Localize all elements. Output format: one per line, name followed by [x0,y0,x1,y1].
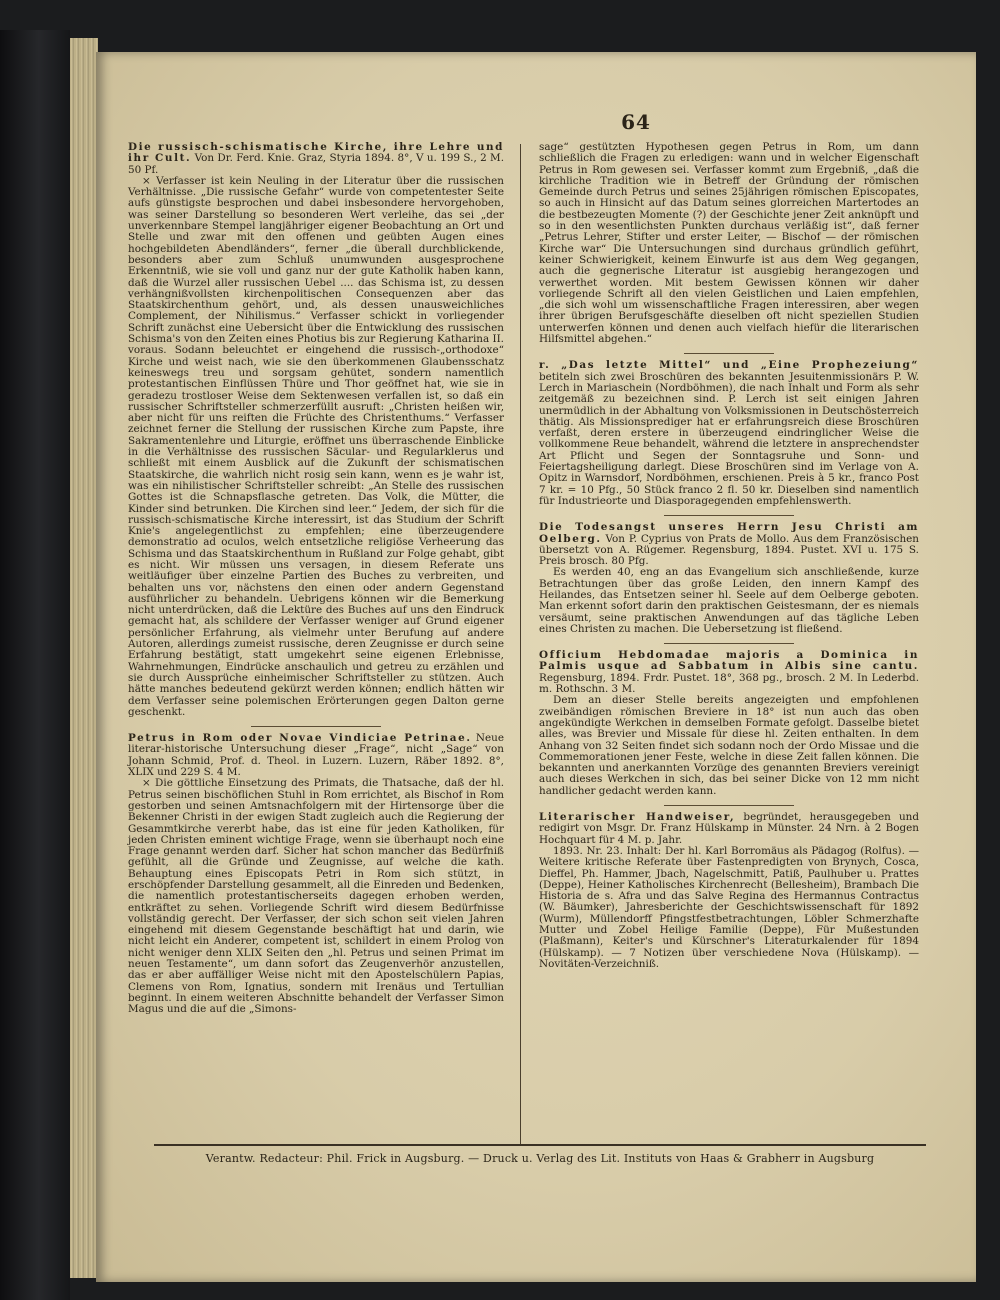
right-column [539,142,919,978]
review-petrus-continued [539,142,919,345]
entry-separator [251,726,381,727]
entry-body: betiteln sich zwei Broschüren des bekannten Jesuitenmissionärs P. W. Lerch in Mariaschein (Nordböhmen), die nach Inhalt und Form als sehr zeitgemäß zu bezeichnen sind. P. Lerch ist seit einigen Jahren unermüdlich in der Abhaltung von Volksmissionen in Deutschösterreich thätig. Als Missionsprediger hat er erfahrungsreich diese Broschüren verfaßt, deren erstere in überzeugend eindringlicher Weise die vollkommene Reue behandelt, während die letztere in ansprechendster Art Pflicht und Segen der Sonntagsruhe und Sonn- und Feiertagsheiligung darlegt. Diese Broschüren sind im Verlage von A. Opitz in Warnsdorf, Nordböhmen, erschienen. Preis à 5 kr., franco Post 7 kr. = 10 Pfg., 50 Stück franco 2 fl. 50 kr. Dieselben sind namentlich für Industrieorte und Diasporagegenden empfehlenswerth. [539,370,919,507]
entry-separator [664,643,794,644]
page-number: 64 [621,110,651,134]
footer-rule [154,1144,926,1146]
entry-body: × Verfasser ist kein Neuling in der Literatur über die russischen Verhältnisse. „Die russische Gefahr“ wurde von competentester Seite aufs günstigste besprochen und dabei insbesondere hervorgehoben, was seiner Darstellung so besonderen Wert verleihe, das sei „der unverkennbare Stempel langjähriger eigener Beobachtung an Ort und Stelle und zwar mit den offenen und geübten Augen eines hochgebildeten Abendländers“, ferner „die überall durchblickende, besonders aber zum Schluß unumwunden ausgesprochene Erkenntniß, wie sie voll und ganz nur der gute Katholik haben kann, daß die Wurzel aller russischen Uebel .... das Schisma ist, zu dessen verhängnißvollsten kirchenpolitischen Consequenzen aber das Staatskirchenthum gehört, und, als dessen unausweichliches Complement, der Nihilismus.“ Verfasser schickt in vorliegender Schrift zunächst eine Uebersicht über die Entwicklung des russischen Schisma's von den Zeiten eines Photius bis zur Regierung Katharina II. voraus. Sodann beleuchtet er eingehend die russisch-„orthodoxe“ Kirche und weist nach, wie sie den überkommenen Glaubensschatz keineswegs treu und sorgsam gehütet, sondern namentlich protestantischen Einflüssen Thüre und Thor geöffnet hat, wie sie in geradezu trostloser Weise dem Sektenwesen verfallen ist, so daß ein russischer Schriftsteller schmerzerfüllt ausruft: „Christen heißen wir, aber nicht für uns reiften die Früchte des Christenthums.“ Verfasser zeichnet ferner die Stellung der russischen Kirche zum Papste, ihre Sakramentenlehre und Liturgie, eröffnet uns überraschende Einblicke in die Verhältnisse des russischen Säcular- und Regularklerus und schließt mit einem Ausblick auf die Zukunft der schismatischen Staatskirche, die wahrlich nicht rosig sein kann, wenn es je wahr ist, was ein nihilistischer Schriftsteller schreibt: „An Stelle des russischen Gottes ist die Schnapsflasche getreten. Das Volk, die Mütter, die Kinder sind betrunken. Die Kirchen sind leer.“ Jedem, der sich für die russisch-schismatische Kirche interessirt, ist das Studium der Schrift Knie's angelegentlichst zu empfehlen; eine überzeugendere demonstratio ad oculos, welch entsetzliche religiöse Verheerung das Schisma und das Staatskirchenthum in Rußland zur Folge gehabt, gibt es nicht. Wir müssen uns versagen, in diesem Referate uns weitläufiger über einzelne Partien des Buches zu verbreiten, und behalten uns vor, nächstens den einen oder andern Gegenstand ausführlicher zu behandeln. Uebrigens können wir die Bemerkung nicht unterdrücken, daß die Lektüre des Buches auf uns den Eindruck gemacht hat, als schildere der Verfasser weniger auf Grund eigener persönlicher Erfahrung, als vielmehr unter Berufung auf andere Autoren, allerdings zumeist russische, deren Zeugnisse er durch seine Erfahrung bestätigt, statt umgekehrt seine eigenen Erlebnisse, Wahrnehmungen, Eindrücke anschaulich und getreu zu erzählen und sie durch Aussprüche einheimischer Schriftsteller zu stützen. Auch hätte manches bedeutend gekürzt werden können; endlich hätten wir dem Verfasser seine polemischen Erörterungen gegen Dalton gerne geschenkt. [128,174,504,718]
entry-title: Die Todesangst unseres Herrn Jesu Christi am Oelberg. [539,521,919,545]
entry-title: Die russisch-schismatische Kirche, ihre Lehre und ihr Cult. [128,141,504,165]
imprint-footer: Verantw. Redacteur: Phil. Frick in Augsburg. — Druck u. Verlag des Lit. Instituts von Haas & Grabherr in Augsburg [205,1152,875,1165]
review-officium [539,650,919,797]
entry-title: Officium Hebdomadae majoris a Dominica in Palmis usque ad Sabbatum in Albis sine cantu. [539,649,919,673]
entry-title: r. „Das letzte Mittel“ und „Eine Prophezeiung“ [539,359,919,372]
entry-bibliographic-info: Neue literar-historische Untersuchung dieser „Frage“, nicht „Sage“ von Johann Schmid, Prof. d. Theol. in Luzern. Luzern, Räber 1892. 8°, XLIX und 229 S. 4 M. [128,732,504,779]
page-edges [70,38,98,1278]
entry-body: Es werden 40, eng an das Evangelium sich anschließende, kurze Betrachtungen über das große Leiden, den innern Kampf des Heilandes, das Entsetzen seiner hl. Seele auf dem Oelberge geboten. Man erkennt sofort darin den praktischen Geistesmann, der es niemals versäumt, seine praktischen Anwendungen auf das tägliche Leben eines Christen zu machen. Die Uebersetzung ist fließend. [539,566,919,635]
entry-title: Literarischer Handweiser, [539,811,736,824]
entry-body: × Die göttliche Einsetzung des Primats, die Thatsache, daß der hl. Petrus seinen bischöflichen Stuhl in Rom errichtet, als Bischof in Rom gestorben und seinen Amtsnachfolgern mit der Hirtensorge über die Bekenner Christi in der ewigen Stadt zugleich auch die Regierung der Gesammtkirche vererbt habe, das ist eine für jeden Katholiken, für jeden Christen eminent wichtige Frage, wenn sie überhaupt noch eine Frage genannt werden darf. Sicher hat schon mancher das Bedürfniß gefühlt, all die Gründe und Zeugnisse, auf welche die kath. Behauptung eines Episcopats Petri in Rom sich stützt, in erschöpfender Darstellung gesammelt, all die Einreden und Bedenken, die namentlich protestantischerseits dagegen erhoben werden, entkräftet zu sehen. Vorliegende Schrift wird diesem Bedürfnisse vollständig gerecht. Der Verfasser, der sich schon seit vielen Jahren eingehend mit diesem Gegenstande beschäftigt hat und darin, wie nicht leicht ein Anderer, competent ist, schildert in einem Prolog von nicht weniger denn XLIX Seiten den „hl. Petrus und seinen Primat im neuen Testamente“, um dann sofort das Zeugenverhör anzustellen, das er aber auffälliger Weise nicht mit den Apostelschülern Papias, Clemens von Rom, Ignatius, sondern mit Irenäus und Tertullian beginnt. In einem weiteren Abschnitte behandelt der Verfasser Simon Magus und die auf die „Simons- [128,777,504,1016]
review-handweiser [539,812,919,970]
column-divider [520,144,521,1144]
review-lerch-brochures [539,360,919,507]
entry-bibliographic-info: Von P. Cyprius von Prats de Mollo. Aus dem Französischen übersetzt von A. Rügemer. Regensburg, 1894. Pustet. XVI u. 175 S. Preis brosch. 80 Pfg. [539,532,919,568]
book-binding [0,30,70,1300]
book-page [96,52,976,1282]
review-todesangst [539,522,919,635]
entry-bibliographic-info: begründet, herausgegeben und redigirt von Msgr. Dr. Franz Hülskamp in Münster. 24 Nrn. à 2 Bogen Hochquart für 4 M. p. Jahr. [539,811,919,846]
entry-separator [684,353,774,354]
left-column [128,142,504,1024]
entry-separator [664,805,794,806]
entry-body: Dem an dieser Stelle bereits angezeigten und empfohlenen zweibändigen römischen Breviere in 18° ist nun auch das oben angekündigte Werkchen in demselben Formate gefolgt. Dasselbe bietet alles, was Brevier und Missale für diese hl. Zeiten enthalten. In dem Anhang von 32 Seiten findet sich sodann noch der Ordo Missae und die Commemorationen jener Feste, welche in diese Zeit fallen können. Die bekannten und anerkannten Vorzüge des genannten Breviers vereinigt auch dieses Werkchen in sich, das bei seiner Dicke von 12 mm nicht handlicher gedacht werden kann. [539,694,919,797]
entry-bibliographic-info: Regensburg, 1894. Frdr. Pustet. 18°, 368 pg., brosch. 2 M. In Lederbd. m. Rothschn. 3 M. [539,671,919,696]
review-petrus-in-rom [128,733,504,1015]
review-russian-church [128,142,504,718]
entry-bibliographic-info: Von Dr. Ferd. Knie. Graz, Styria 1894. 8°, V u. 199 S., 2 M. 50 Pf. [128,152,504,176]
entry-body: 1893. Nr. 23. Inhalt: Der hl. Karl Borromäus als Pädagog (Rolfus). — Weitere kritische Referate über Fastenpredigten von Brynych, Cosca, Dieffel, Ph. Hammer, Jbach, Nagelschmitt, Patiß, Paulhuber u. Prattes (Deppe), Heiner Katholisches Kirchenrecht (Bellesheim), Brambach Die Historia de s. Afra und das Salve Regina des Hermannus Contractus (W. Bäumker), Jahresberichte der Geschichtswissenschaft für 1892 (Wurm), Müllendorff Pfingstfestbetrachtungen, Löbler Schmerzhafte Mutter und Zobel Heilige Familie (Deppe), Für Mußestunden (Plaßmann), Keiter's und Kürschner's Literaturkalender für 1894 (Hülskamp). — 7 Notizen über verschiedene Nova (Hülskamp). — Novitäten-Verzeichniß. [539,844,919,970]
entry-body: sage“ gestützten Hypothesen gegen Petrus in Rom, um dann schließlich die Fragen zu erledigen: wann und in welcher Eigenschaft Petrus in Rom gewesen sei. Verfasser kommt zum Ergebniß, „daß die kirchliche Tradition wie in Betreff der Gründung der römischen Gemeinde durch Petrus und seines 25jährigen römischen Episcopates, so auch in Hinsicht auf das Datum seines glorreichen Martertodes an die bestbezeugten Momente (?) der Geschichte jener Zeit anknüpft und so in den wesentlichsten Punkten durchaus verläßig ist“, daß ferner „Petrus Lehrer, Stifter und erster Leiter, — Bischof — der römischen Kirche war“ Die Untersuchungen sind durchaus gründlich geführt, keiner Schwierigkeit, keinem Einwurfe ist aus dem Weg gegangen, auch die gegnerische Literatur ist ausgiebig herangezogen und verwerthet worden. Mit bestem Gewissen können wir daher vorliegende Schrift all den vielen Geistlichen und Laien empfehlen, „die sich wohl um wissenschaftliche Fragen interessiren, aber wegen ihrer übrigen Berufsgeschäfte dieselben oft nicht speziellen Studien unterwerfen können und denen auch vielfach hiefür die literarischen Hilfsmittel abgehen.“ [539,141,919,346]
entry-title: Petrus in Rom oder Novae Vindiciae Petrinae. [128,732,472,745]
entry-separator [664,515,794,516]
